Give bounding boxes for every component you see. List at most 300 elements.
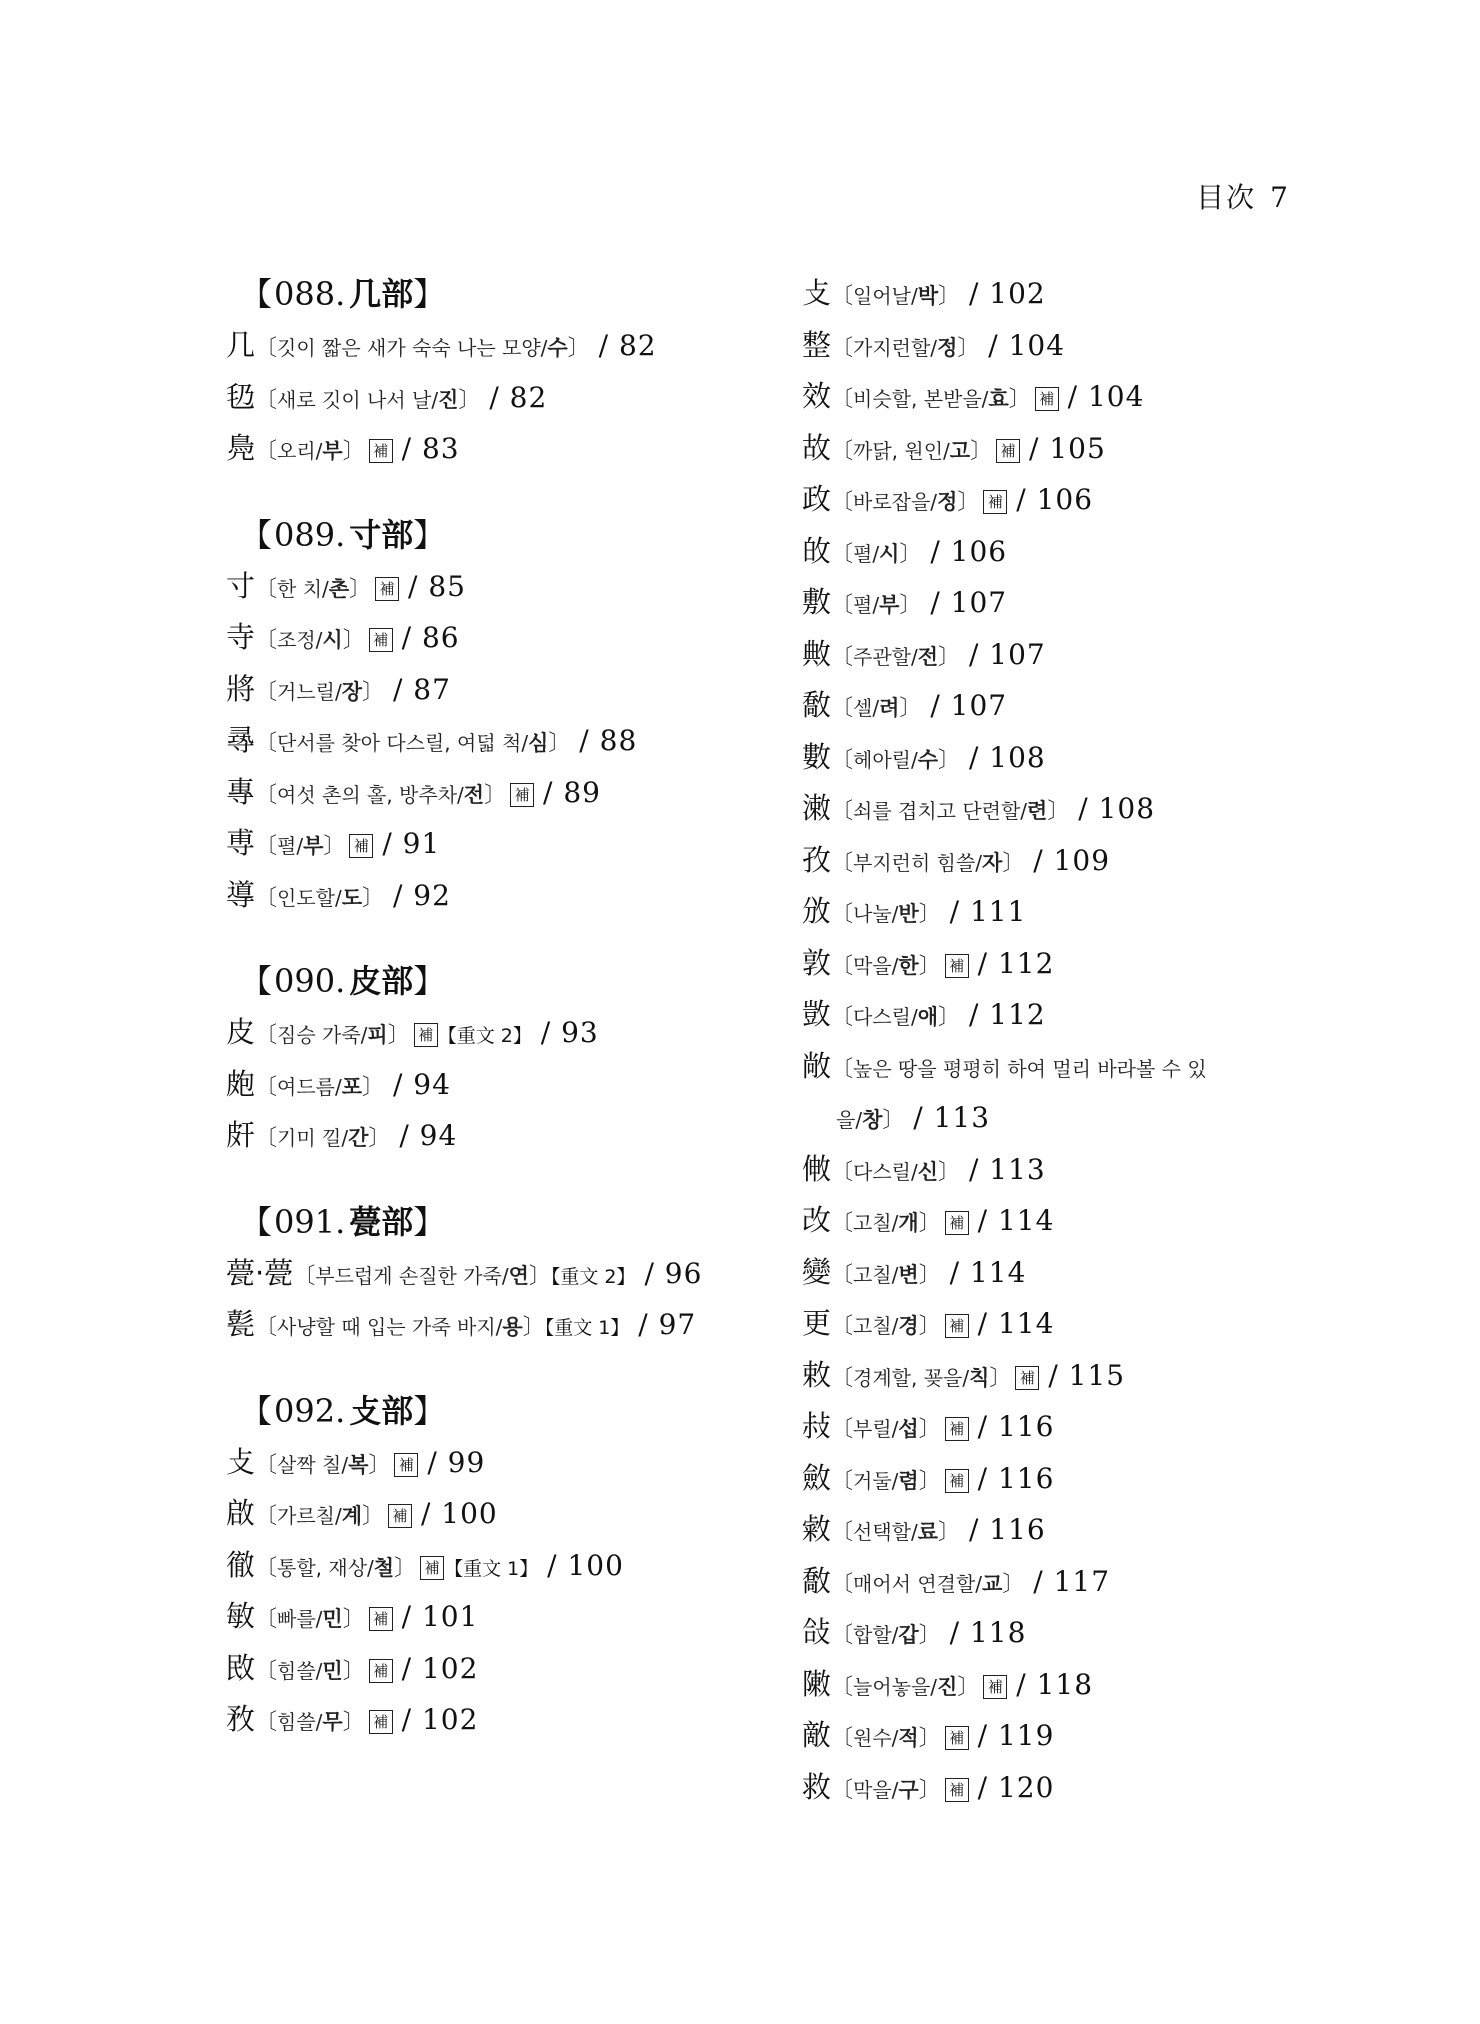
entry-page: / 89 (542, 775, 601, 809)
bracket-close: 〕 (368, 1452, 391, 1478)
entry-gloss (853, 1675, 957, 1699)
entry-character: 敊 (802, 1409, 832, 1443)
bracket-close: 〕 (1002, 1571, 1025, 1597)
entry-gloss (277, 1504, 362, 1528)
entry-page: / 118 (1016, 1667, 1094, 1701)
gloss-meaning: 늘어놓을/ (853, 1674, 938, 1699)
gloss-meaning: 거둘/ (853, 1468, 899, 1493)
gloss-meaning: 여섯 촌의 홀, 방추차/ (277, 782, 464, 807)
entry-character: 孜 (802, 842, 832, 877)
entry-gloss (853, 1469, 919, 1493)
gloss-meaning: 여드름/ (277, 1074, 342, 1099)
toc-entry (226, 870, 786, 922)
entry-gloss (853, 1623, 919, 1647)
toc-entry (802, 371, 1322, 423)
entry-page: / 101 (401, 1600, 479, 1633)
section-title (240, 955, 786, 1007)
gloss-reading: 민 (322, 1658, 343, 1683)
entry-character: 敀 (802, 533, 832, 568)
entry-gloss (853, 1314, 919, 1338)
entry-character: 潄 (802, 791, 832, 825)
toc-entry (802, 1041, 1322, 1093)
entry-character: 敹 (802, 1512, 832, 1546)
gloss-meaning: 부드럽게 손질한 가죽/ (315, 1263, 509, 1288)
bracket-open: 〔 (255, 1126, 278, 1151)
gloss-reading: 피 (367, 1023, 388, 1047)
gloss-reading: 진 (937, 1674, 958, 1699)
entry-gloss (853, 1417, 919, 1441)
section-spacer (226, 1351, 786, 1385)
supplement-mark: 補 (369, 1607, 393, 1631)
title-bracket-close: 】 (413, 962, 446, 1000)
gloss-reading: 도 (341, 885, 363, 910)
gloss-reading: 전 (463, 782, 485, 807)
entry-character: 皯 (226, 1118, 256, 1152)
gloss-meaning: 조정/ (277, 628, 323, 652)
gloss-meaning: 한 치/ (277, 576, 329, 601)
entry-page: / 104 (988, 328, 1066, 362)
entry-gloss (853, 696, 899, 720)
toc-entry (802, 1144, 1322, 1196)
gloss-meaning: 펼/ (853, 541, 880, 566)
entry-character: 敟 (802, 636, 832, 671)
bracket-open: 〔 (831, 696, 854, 721)
bracket-open: 〔 (255, 1452, 278, 1478)
bracket-close: 〕 (548, 731, 571, 756)
bracket-close: 〕 (918, 1211, 941, 1236)
bracket-close: 〕 (458, 387, 481, 413)
entry-page: / 102 (401, 1703, 479, 1736)
section-code: 089. (274, 515, 346, 554)
gloss-reading: 교 (982, 1571, 1003, 1596)
entry-character: 變 (802, 1254, 832, 1289)
gloss-reading: 련 (1027, 799, 1048, 823)
toc-entry (226, 372, 786, 424)
entry-character: 啟 (226, 1496, 256, 1530)
entry-character: 敏 (226, 1599, 256, 1633)
toc-entry (802, 474, 1322, 526)
gloss-meaning: 주관할/ (853, 644, 918, 669)
entry-gloss (853, 490, 957, 514)
entry-page: / 107 (930, 689, 1008, 722)
header-title: 目次 (1196, 181, 1257, 214)
bracket-close: 〕 (387, 1023, 410, 1048)
gloss-meaning: 단서를 찾아 다스릴, 여덟 척/ (277, 731, 529, 755)
entry-page: / 117 (1033, 1564, 1111, 1598)
jungmun-mark: 【重文 1】 (544, 1317, 630, 1339)
entry-character: 敶 (802, 1666, 832, 1701)
entry-character: 鳧 (226, 431, 256, 465)
gloss-reading: 용 (502, 1315, 523, 1339)
entry-character: 導 (226, 877, 256, 912)
gloss-reading: 한 (898, 953, 919, 978)
entry-character: 更 (802, 1306, 832, 1340)
bracket-close: 〕 (938, 1520, 961, 1545)
section-name: 甍部 (349, 1202, 414, 1241)
entry-page: / 82 (489, 380, 548, 414)
jungmun-mark: 【重文 2】 (437, 1025, 532, 1047)
entry-gloss (853, 954, 919, 978)
toc-entry (226, 423, 786, 475)
gloss-meaning: 나눌/ (853, 902, 899, 926)
supplement-mark: 補 (996, 439, 1020, 463)
entry-character: 敆 (802, 1615, 832, 1649)
toc-entry (802, 732, 1322, 784)
bracket-open: 〔 (831, 438, 854, 464)
bracket-close: 〕 (528, 1263, 551, 1289)
running-header (1196, 176, 1290, 216)
bracket-close: 〕 (362, 885, 385, 911)
entry-page: / 107 (930, 586, 1008, 619)
bracket-close: 〕 (1002, 850, 1025, 876)
entry-gloss (277, 1659, 343, 1683)
entry-page: / 109 (1033, 843, 1111, 877)
entry-character: 救 (802, 1769, 832, 1804)
bracket-open: 〔 (831, 850, 854, 876)
supplement-mark: 補 (945, 1211, 969, 1235)
entry-page: / 116 (977, 1410, 1055, 1443)
bracket-close: 〕 (989, 1365, 1012, 1391)
bracket-open: 〔 (255, 885, 278, 911)
supplement-mark: 補 (420, 1556, 444, 1580)
supplement-mark: 補 (369, 439, 393, 463)
gloss-meaning: 원수/ (853, 1726, 899, 1750)
toc-entry (226, 561, 786, 613)
bracket-close: 〕 (918, 1314, 941, 1339)
entry-gloss (277, 1556, 394, 1580)
gloss-meaning: 통할, 재상/ (277, 1555, 374, 1580)
gloss-reading: 창 (862, 1108, 883, 1132)
toc-entry (226, 1437, 786, 1489)
toc-entry (226, 1488, 786, 1540)
supplement-mark: 補 (945, 1726, 969, 1750)
toc-entry (226, 818, 786, 870)
entry-character: 㲌 (226, 379, 256, 414)
gloss-reading: 부 (879, 593, 900, 617)
toc-entry-continuation (802, 1092, 1322, 1144)
entry-page: / 106 (930, 534, 1008, 568)
supplement-mark: 補 (945, 1469, 969, 1493)
gloss-meaning: 오리/ (277, 439, 323, 463)
entry-page: / 112 (977, 946, 1055, 980)
gloss-reading: 포 (341, 1074, 363, 1099)
bracket-open: 〔 (831, 1159, 854, 1185)
gloss-meaning: 막을/ (853, 1777, 899, 1802)
entry-gloss (853, 851, 1002, 875)
gloss-meaning: 을/ (836, 1108, 863, 1132)
entry-gloss (277, 1126, 368, 1150)
title-bracket-open: 【 (240, 1391, 273, 1430)
entry-gloss (853, 284, 938, 308)
gloss-meaning: 가지런할/ (853, 335, 938, 360)
gloss-reading: 정 (937, 335, 958, 360)
toc-entry (802, 989, 1322, 1041)
entry-character: 甍·甍 (226, 1255, 294, 1290)
section-title (240, 1385, 786, 1437)
toc-entry (226, 1110, 786, 1162)
toc-entry (226, 1059, 786, 1111)
bracket-open: 〔 (255, 1658, 278, 1684)
gloss-reading: 고 (949, 438, 971, 463)
bracket-close: 〕 (342, 1658, 365, 1684)
entry-character: 政 (802, 482, 832, 516)
entry-page: / 104 (1067, 380, 1145, 413)
bracket-close: 〕 (957, 1674, 980, 1700)
bracket-close: 〕 (362, 1074, 385, 1100)
entry-character: 尃 (226, 826, 256, 860)
bracket-open: 〔 (255, 731, 278, 756)
bracket-close: 〕 (362, 679, 385, 705)
gloss-meaning: 힘쓸/ (277, 1710, 323, 1734)
bracket-close: 〕 (522, 1315, 545, 1340)
gloss-reading: 진 (438, 387, 459, 412)
toc-entry (802, 1762, 1322, 1814)
bracket-open: 〔 (831, 1777, 854, 1803)
toc-entry (226, 1248, 786, 1300)
bracket-open: 〔 (831, 1520, 854, 1545)
toc-entry (226, 1007, 786, 1059)
gloss-reading: 무 (322, 1710, 343, 1734)
gloss-reading: 경 (898, 1314, 919, 1338)
entry-page: / 99 (427, 1445, 486, 1479)
bracket-close: 〕 (918, 1262, 941, 1288)
gloss-meaning: 부릴/ (853, 1417, 899, 1441)
bracket-close: 〕 (567, 336, 590, 361)
bracket-close: 〕 (957, 490, 980, 515)
entry-page: / 120 (977, 1770, 1055, 1804)
toc-entry (802, 886, 1322, 938)
bracket-close: 〕 (882, 1108, 905, 1133)
entry-character: 寺 (226, 620, 256, 654)
entry-character: 敒 (802, 1151, 832, 1186)
supplement-mark: 補 (414, 1023, 438, 1047)
gloss-meaning: 힘쓸/ (277, 1658, 323, 1683)
section-title (240, 1196, 786, 1248)
gloss-reading: 적 (898, 1726, 919, 1750)
gloss-reading: 려 (879, 696, 900, 720)
supplement-mark: 補 (369, 628, 393, 652)
bracket-close: 〕 (918, 953, 941, 979)
entry-gloss (853, 799, 1047, 823)
entry-gloss (853, 1726, 919, 1750)
entry-page: / 82 (598, 329, 657, 362)
gloss-meaning: 다스릴/ (853, 1005, 918, 1029)
gloss-reading: 자 (982, 850, 1003, 875)
section-code: 092. (274, 1391, 346, 1430)
bracket-open: 〔 (831, 1623, 854, 1648)
toc-entry (226, 320, 786, 372)
entry-page: / 114 (949, 1255, 1027, 1289)
gloss-reading: 변 (898, 1262, 919, 1287)
entry-page: / 114 (977, 1204, 1055, 1237)
bracket-close: 〕 (899, 696, 922, 721)
gloss-reading: 복 (348, 1452, 369, 1477)
bracket-open: 〔 (831, 644, 854, 670)
entry-page: / 96 (644, 1256, 703, 1290)
bracket-open: 〔 (255, 439, 278, 464)
gloss-reading: 시 (879, 541, 900, 566)
toc-entry (802, 783, 1322, 835)
bracket-open: 〔 (831, 1468, 854, 1494)
toc-entry (802, 1247, 1322, 1299)
toc-entry (226, 1643, 786, 1695)
bracket-close: 〕 (342, 1607, 365, 1632)
gloss-reading: 간 (348, 1126, 369, 1150)
gloss-reading: 반 (898, 902, 919, 926)
toc-entry (802, 1659, 1322, 1711)
gloss-meaning: 거느릴/ (277, 679, 342, 704)
bracket-close: 〕 (918, 902, 941, 927)
entry-page: / 93 (540, 1016, 599, 1049)
gloss-meaning: 짐승 가죽/ (277, 1023, 368, 1047)
gloss-meaning: 비슷할, 본받을/ (853, 387, 989, 411)
gloss-reading: 심 (528, 731, 549, 755)
entry-gloss (853, 1160, 938, 1184)
entry-character: 敳 (802, 997, 832, 1031)
gloss-meaning: 살짝 칠/ (277, 1452, 349, 1477)
toc-entry (802, 526, 1322, 578)
entry-character: 徹 (226, 1547, 256, 1582)
toc-entry (226, 612, 786, 664)
gloss-meaning: 고칠/ (853, 1211, 899, 1235)
entry-gloss (853, 439, 970, 463)
supplement-mark: 補 (388, 1504, 412, 1528)
toc-entry (802, 938, 1322, 990)
bracket-open: 〔 (831, 335, 854, 361)
toc-entry (226, 767, 786, 819)
section-title (240, 509, 786, 561)
gloss-reading: 수 (917, 747, 939, 772)
entry-gloss (853, 748, 938, 772)
gloss-reading: 칙 (969, 1365, 990, 1390)
gloss-meaning: 다스릴/ (853, 1159, 918, 1184)
entry-gloss (277, 783, 484, 807)
gloss-meaning: 부지런히 힘쓸/ (853, 850, 983, 875)
entry-character: 攴 (226, 1444, 256, 1479)
bracket-close: 〕 (899, 541, 922, 567)
bracket-open: 〔 (293, 1263, 316, 1289)
gloss-meaning: 사냥할 때 입는 가죽 바지/ (277, 1315, 503, 1339)
bracket-open: 〔 (831, 1314, 854, 1339)
bracket-open: 〔 (255, 1710, 278, 1735)
entry-page: / 100 (547, 1548, 624, 1582)
entry-character: 斂 (802, 1460, 832, 1495)
gloss-reading: 철 (373, 1555, 395, 1580)
entry-gloss (853, 1778, 919, 1802)
toc-entry (802, 1298, 1322, 1350)
entry-gloss (853, 336, 957, 360)
bracket-close: 〕 (938, 284, 961, 309)
gloss-reading: 갑 (898, 1623, 919, 1647)
supplement-mark: 補 (369, 1659, 393, 1683)
entry-page: / 107 (968, 637, 1046, 671)
gloss-reading: 애 (917, 1005, 939, 1029)
gloss-meaning: 펼/ (853, 593, 880, 617)
entry-page: / 108 (1078, 792, 1156, 825)
entry-character: 攴 (802, 276, 832, 310)
supplement-mark: 補 (1015, 1366, 1039, 1390)
entry-character: 攽 (802, 894, 832, 928)
entry-character: 敿 (802, 688, 832, 722)
toc-entry (802, 268, 1322, 320)
entry-character: 几 (226, 328, 256, 362)
gloss-reading: 연 (508, 1263, 529, 1288)
entry-page: / 92 (392, 878, 451, 912)
bracket-close: 〕 (957, 335, 980, 361)
entry-page: / 108 (968, 740, 1046, 774)
gloss-meaning: 쇠를 겹치고 단련할/ (853, 799, 1028, 823)
gloss-meaning: 깃이 짧은 새가 숙숙 나는 모양/ (277, 336, 548, 360)
gloss-meaning: 새로 깃이 나서 날/ (277, 387, 439, 412)
gloss-meaning: 매어서 연결할/ (853, 1571, 983, 1596)
entry-page: / 91 (382, 827, 441, 860)
section-name: 攴部 (349, 1391, 414, 1430)
entry-gloss (853, 1005, 938, 1029)
entry-character: 㝷 (226, 723, 256, 757)
bracket-open: 〔 (255, 1504, 278, 1529)
bracket-open: 〔 (831, 1262, 854, 1288)
bracket-close: 〕 (394, 1555, 417, 1581)
supplement-mark: 補 (349, 834, 373, 858)
toc-entry (226, 1299, 786, 1351)
bracket-open: 〔 (831, 1365, 854, 1391)
supplement-mark: 補 (945, 1417, 969, 1441)
entry-gloss (277, 439, 343, 463)
gloss-reading: 구 (898, 1777, 919, 1802)
bracket-open: 〔 (255, 679, 278, 705)
bracket-close: 〕 (342, 1710, 365, 1735)
entry-page: / 106 (1016, 483, 1094, 516)
title-bracket-open: 【 (240, 515, 273, 554)
entry-character: 敦 (802, 945, 832, 980)
entry-character: 改 (802, 1203, 832, 1237)
toc-entry (802, 835, 1322, 887)
gloss-reading: 민 (322, 1607, 343, 1631)
gloss-meaning: 까닭, 원인/ (853, 438, 950, 463)
entry-page: / 87 (392, 672, 451, 706)
toc-entry (802, 1401, 1322, 1453)
jungmun-mark: 【重文 2】 (550, 1265, 636, 1288)
bracket-open: 〔 (255, 628, 278, 653)
bracket-close: 〕 (938, 1005, 961, 1030)
toc-entry (802, 680, 1322, 732)
bracket-open: 〔 (255, 576, 278, 602)
bracket-close: 〕 (342, 628, 365, 653)
bracket-open: 〔 (255, 834, 278, 859)
gloss-reading: 부 (303, 834, 324, 858)
bracket-close: 〕 (349, 576, 372, 602)
bracket-close: 〕 (918, 1468, 941, 1494)
entry-gloss (853, 1263, 919, 1287)
title-bracket-close: 】 (413, 1202, 446, 1241)
gloss-meaning: 높은 땅을 평평히 하여 멀리 바라볼 수 있 (853, 1056, 1207, 1081)
jungmun-mark: 【重文 1】 (444, 1557, 539, 1580)
gloss-meaning: 일어날/ (853, 284, 918, 308)
entry-page: / 97 (638, 1308, 697, 1341)
entry-page: / 112 (968, 998, 1046, 1031)
entry-gloss (277, 388, 458, 412)
gloss-reading: 장 (341, 679, 363, 704)
bracket-close: 〕 (918, 1417, 941, 1442)
bracket-open: 〔 (831, 1005, 854, 1030)
bracket-open: 〔 (831, 953, 854, 979)
bracket-open: 〔 (831, 387, 854, 412)
bracket-close: 〕 (918, 1777, 941, 1803)
entry-page: / 102 (968, 277, 1046, 310)
entry-character: 敿 (802, 1563, 832, 1598)
toc-entry (802, 1504, 1322, 1556)
entry-page: / 100 (420, 1497, 498, 1530)
